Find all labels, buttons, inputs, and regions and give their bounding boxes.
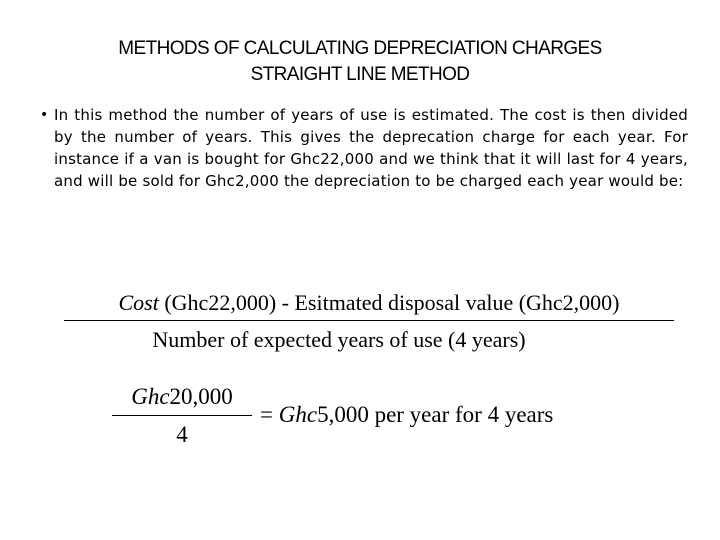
- result-amount: 5,000 per year for 4 years: [317, 402, 554, 427]
- fraction-bar: [64, 320, 674, 321]
- equals-sign: =: [260, 402, 279, 427]
- numerator-currency: Ghc: [131, 384, 170, 409]
- result-fraction-bar: [112, 415, 252, 416]
- formula-numerator: [64, 288, 674, 318]
- title-line-2: STRAIGHT LINE METHOD: [250, 64, 470, 85]
- result-denominator: 4: [176, 422, 188, 447]
- bullet-text: In this method the number of years of use is estimated. The cost is then divided by the number of years. This gives the deprecation charge for each year. For instance if a van is bought for Ghc22,000 and we think that it will last for 4 years, and will be sold for Ghc2,000 the depreciation to be charged each year would be:: [54, 106, 688, 190]
- depreciation-formula: [64, 288, 674, 355]
- numerator-amount: 20,000: [169, 384, 233, 409]
- formula-denominator: Number of expected years of use (4 years): [152, 327, 526, 352]
- cost-label: Cost: [118, 290, 159, 315]
- title-line-1: METHODS OF CALCULATING DEPRECIATION CHARGES: [118, 38, 602, 59]
- bullet-dot-icon: •: [40, 107, 49, 123]
- result-currency: Ghc: [278, 402, 318, 427]
- result-numerator: [112, 382, 252, 412]
- result-value: [260, 400, 553, 430]
- numerator-rest: (Ghc22,000) - Esitmated disposal value (Ghc2,000): [158, 290, 620, 315]
- slide-title: [0, 36, 720, 88]
- result-fraction: [112, 382, 252, 450]
- calculation-result: [112, 382, 652, 462]
- bullet-point: [40, 104, 688, 192]
